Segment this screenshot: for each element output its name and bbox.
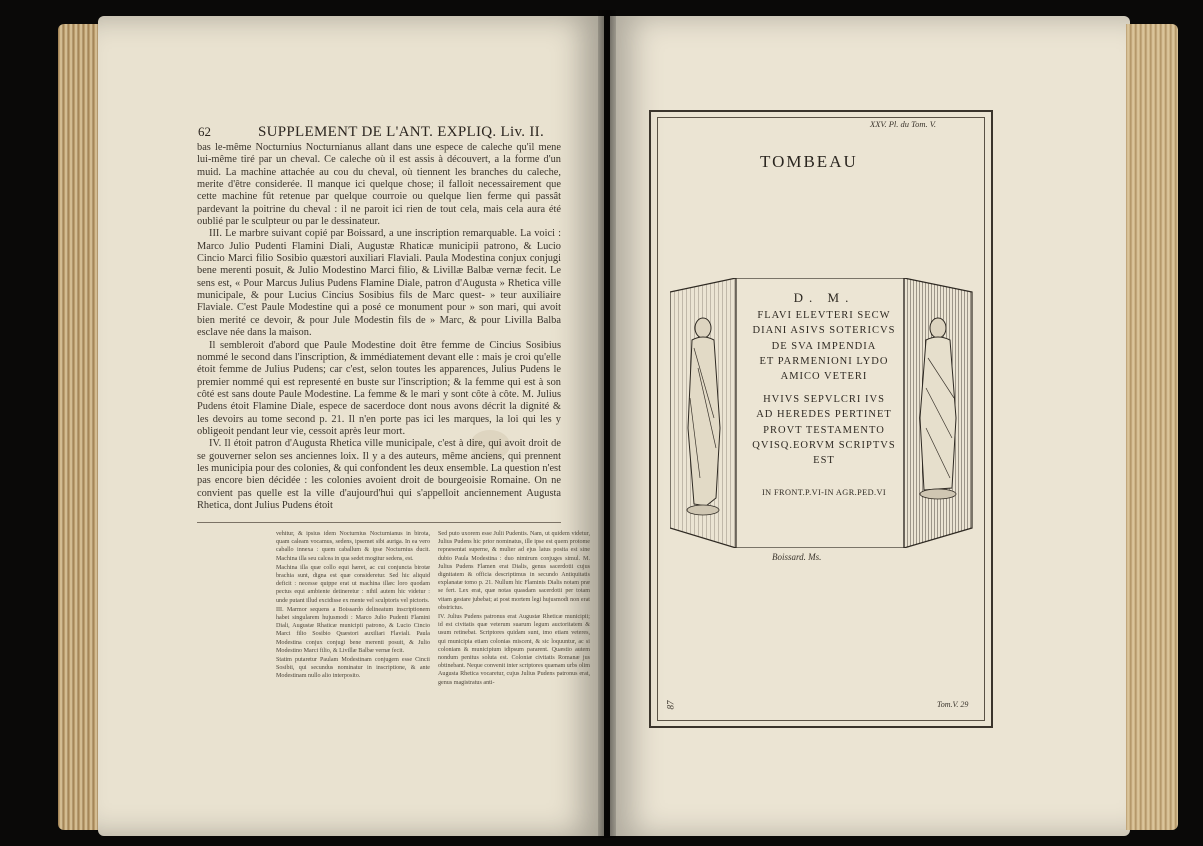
inscription-footer: IN FRONT.P.VI-IN AGR.PED.VI xyxy=(761,488,887,497)
running-head: SUPPLEMENT DE L'ANT. EXPLIQ. Liv. II. xyxy=(258,124,545,140)
inscription-dm: D. M. xyxy=(793,290,855,305)
footnote: Statim putaretur Paulam Modestinam conjugem esse Cincii Sosibii, qui secundus nominatur in inscriptione, & ante Modestinam nullo alio interposito. xyxy=(276,657,430,680)
book-gutter xyxy=(598,10,616,838)
inscription-line: PROVT TESTAMENTO xyxy=(763,424,885,436)
paragraph-1: bas le-même Nocturnius Nocturnianus allant dans une espece de caleche qu'il mene lui-même tiré par un cheval. Ce caleche où il est assis à découvert, a la forme d'un muid. La machine attachée au cou du cheval, où tiennent les branches du caleche, merite d'être considerée. Il manque ici quelque chose; il falloit necessairement que cette machine fût retenue par quelque courroie ou quelque lien ferme qui passât pardevant la poitrine du cheval : il ne paroit ici rien de tout cela, mais cela aura été oublié par le sculpteur ou par le dessinateur. xyxy=(197,142,561,228)
inscription-line: AD HEREDES PERTINET xyxy=(756,409,892,421)
page-edges-left xyxy=(58,24,102,830)
inscription-line: DE SVA IMPENDIA xyxy=(771,340,877,352)
tomb-inscription xyxy=(740,290,908,497)
right-figure xyxy=(920,318,956,499)
inscription-line: EST xyxy=(813,455,835,467)
attribution: Boissard. Ms. xyxy=(772,552,822,562)
footnote: IV. Julius Pudens patronus erat Augustæ Rheticæ municipii; id est civitatis quæ veterum suarum legum auctoritatem & usum retinebat. Scriptores quidam sunt, imo etiam veteres, qui municipia etiam colonias miscent, & sic loquuntur, ac si coloniam & municipium idipsum pararent. Quæstio autem nondum penitus soluta est. Coloniæ civitatis Romanæ jus obtinebant. Neque convenit inter scriptores quænam urbs olim Augusta Rhetica vocaretur, cujus Julius Pudens patronus erat, genus magistratus anti- xyxy=(438,614,590,686)
footnote-rule xyxy=(197,522,561,523)
inscription-line: QVISQ.EORVM SCRIPTVS xyxy=(752,439,896,451)
plate-title: TOMBEAU xyxy=(760,152,858,171)
inscription-line: ET PARMENIONI LYDO xyxy=(759,355,889,367)
plate-signature: Tom.V. 29 xyxy=(937,700,969,709)
footnotes-column-1 xyxy=(276,530,430,682)
footnote: Sed puto uxorem esse Julii Pudentis. Nam, ut quidem videtur, Julius Pudens hic prior nominatus, ille ipse est quem protome repræsentat superne, & mulier ad ejus latus posita est sine dubio Paula Modestina : duo nimirum conjuges simul. M. Julius Pudens Flamen erat Dialis, genus sacerdotii cujus dignitatem & officia descriptimus in secundo Antiquitatis explanatæ tomo p. 21. Nullum hic Flaminis Dialis notam præ se fert. Lex erat, quæ notas quasdam sacerdotii per totam vitam gestare jubebat; at post mortem legi hujusmodi non erat obstrictus. xyxy=(438,531,590,611)
page-edges-right xyxy=(1126,24,1178,830)
footnotes-column-2 xyxy=(438,530,590,688)
inscription-line: AMICO VETERI xyxy=(780,371,868,383)
inscription-line: HVIVS SEPVLCRI IVS xyxy=(763,394,885,406)
paragraph-3: Il sembleroit d'abord que Paule Modestine doit être femme de Cincius Sosibius nommé le second dans l'inscription, & immédiatement devant elle : mais je croi qu'elle étoit femme de Julius Pudens; car c'est, selon toutes les apparences, Julius Pudens le premier nommé qui est representé en buste sur l'inscription; & la femme qui est à son côté est sans doute Paule Modestine. La femme & le mari y sont côte à côte. M. Julius Pudens étoit Flamine Diale, espece de sacerdoce dont nous avons décrit la dignité & les devoirs au tome second p. 21. Il n'en porte pas ici les marques, la loi qui les y obligeoit pendant leur vie, cessoit après leur mort. xyxy=(197,339,561,437)
inscription-line: FLAVI ELEVTERI SECW xyxy=(757,310,891,322)
footnote: III. Marmor sequens a Boissardo delineatum inscriptionem habet singularem hujusmodi : Marco Julio Pudenti Flamini Diali, Augustæ Rhaticæ municipii patrono, & Lucio Cincio Marci filio Sosibio Quæstori auxiliari Flaviali. Paula Modestina conjux conjugi bene merenti posuit, & Julio Modestino Marci filio, & Livillæ Balbæ vernæ fecit. xyxy=(276,606,430,654)
footnote: Machina illa quæ collo equi hæret, ac cui conjuncta birotæ brachia sunt, digna est quæ consideretur. Sed hic aliquid deficit : necesse quippe erat ut machina illæc loro quodam pectus equi ambiente detineretur : nihil autem hic videtur : unde putant illud excidisse ex mente vel sculptoris vel pictoris. xyxy=(276,564,430,604)
page-number: 62 xyxy=(198,124,211,139)
inscription-line: DIANI ASIVS SOTERICVS xyxy=(752,325,896,337)
footnote: vehitur, & ipsius idem Nocturnius Nocturnianus in birota, quam caleam vocamus, sedens, ipsemet sibi auriga. In ea vero caballo innexa : quem caballum & ipse Nocturnius ducit. Machina illa seu calcea in qua sedet mogitur sedens, est. xyxy=(276,531,430,562)
paragraph-4: IV. Il étoit patron d'Augusta Rhetica ville municipale, c'est à dire, qui avoit droit de se gouverner selon ses anciennes loix. Il y a des auteurs, même anciens, qui prennent les municipia pour des colonies, & qui confondent les deux ensemble. La question n'est pas encore bien décidée : les colonies avoient droit de bourgeoisie Romaine. On ne convient pas quelle est la ville d'aujourd'hui qui s'appelloit anciennement Augusta Rhetica, dont Julius Pudens étoit xyxy=(197,438,561,511)
main-text xyxy=(197,142,561,512)
plate-number: XXV. Pl. du Tom. V. xyxy=(870,119,936,129)
paragraph-2: III. Le marbre suivant copié par Boissard, a une inscription remarquable. La voici : Marco Julio Pudenti Flamini Diali, Augustæ Rhaticæ municipii patrono, & Lucio Cincio Marci filio Sosibio quæstori auxiliari Flaviali. Paula Modestina conjux conjugi bene merenti posuit, & Julio Modestino Marci filio, & Livillæ Balbæ vernæ fecit. Le sens est, « Pour Marcus Julius Pudens Flamine Diale, patron d'Augusta » Rhetica ville municipale, & pour Lucius Cincius Sosibius fils de Marc quest- » teur auxiliaire Flaviale. C'est Paule Modestine qui a posé ce monument pour » son mari, qui avoit bien merité ce devoir, & pour Jule Modestin fils de » Marc, & pour Livilla Balba esclave née dans la maison. xyxy=(197,228,561,339)
margin-number: 87 xyxy=(665,700,676,710)
